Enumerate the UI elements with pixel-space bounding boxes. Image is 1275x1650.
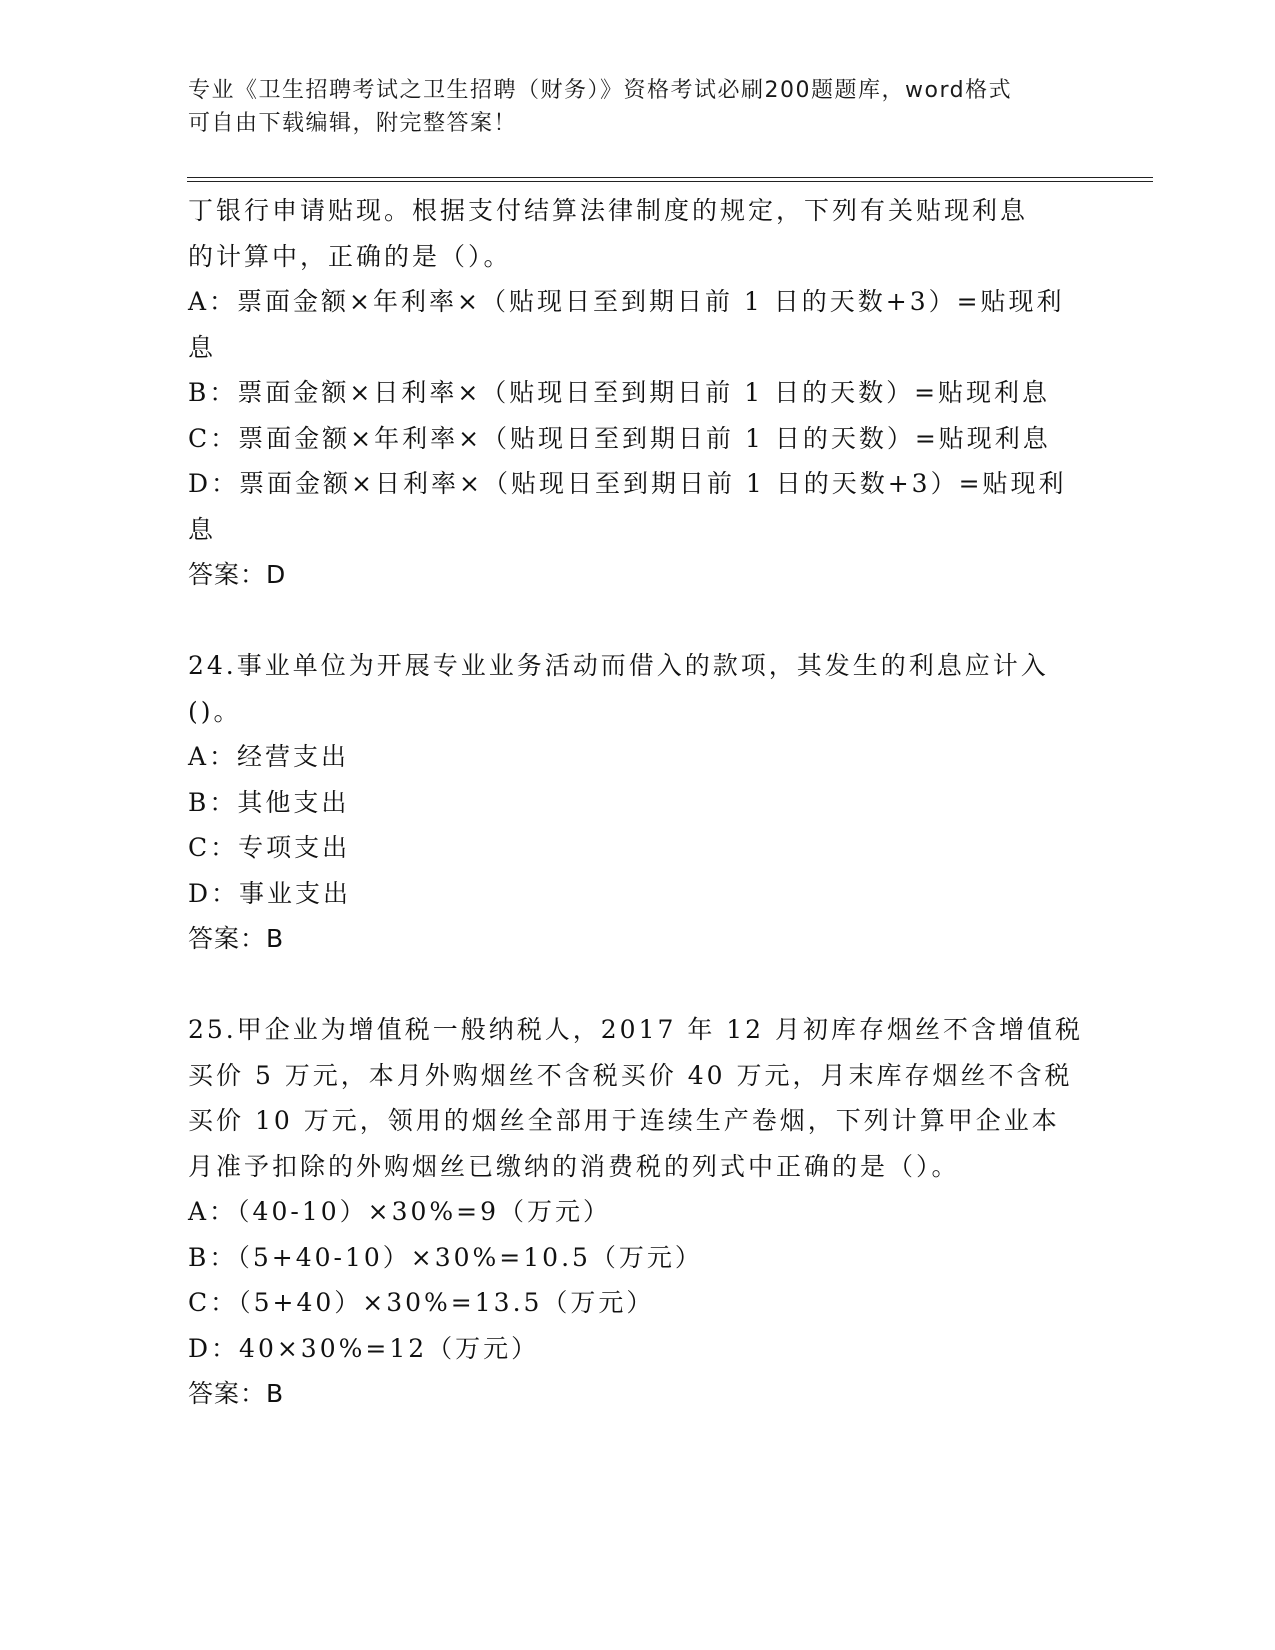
document-body [188,188,1084,1417]
option-a-continued: 息 [188,332,217,362]
option-d: D：事业支出 [188,878,352,908]
option-c: C：（5+40）×30%=13.5（万元） [188,1288,655,1317]
question-24 [188,643,1068,962]
option-c: C：票面金额×年利率×（贴现日至到期日前 1 日的天数）=贴现利息 [188,423,1051,453]
option-d: D：票面金额×日利率×（贴现日至到期日前 1 日的天数+3）=贴现利 [188,469,1067,498]
option-b: B：票面金额×日利率×（贴现日至到期日前 1 日的天数）=贴现利息 [188,378,1051,407]
answer: 答案：B [188,1379,285,1408]
question-stem: 买价 5 万元，本月外购烟丝不含税买价 40 万元，月末库存烟丝不含税 [188,1060,1073,1090]
header-title-line1: 专业《卫生招聘考试之卫生招聘（财务）》资格考试必刷200题题库，word格式 [188,78,1013,103]
option-c: C：专项支出 [188,833,351,862]
question-25 [188,1007,1084,1417]
option-a: A：票面金额×年利率×（贴现日至到期日前 1 日的天数+3）=贴现利 [188,287,1065,316]
question-stem: 丁银行申请贴现。根据支付结算法律制度的规定，下列有关贴现利息 [188,196,1029,225]
option-b: B：（5+40-10）×30%=10.5（万元） [188,1242,703,1272]
option-a: A：经营支出 [188,742,350,771]
option-d-continued: 息 [188,514,217,544]
question-23 [188,188,1068,598]
question-stem: 25.甲企业为增值税一般纳税人，2017 年 12 月初库存烟丝不含增值税 [188,1015,1084,1044]
question-stem: 买价 10 万元，领用的烟丝全部用于连续生产卷烟，下列计算甲企业本 [188,1106,1060,1135]
question-stem: 月准予扣除的外购烟丝已缴纳的消费税的列式中正确的是（）。 [188,1151,960,1181]
option-b: B：其他支出 [188,787,350,817]
answer: 答案：B [188,924,285,953]
answer: 答案：D [188,560,287,589]
question-stem: 的计算中，正确的是（）。 [188,241,512,271]
spacer [188,962,1068,1008]
spacer [188,598,1068,644]
option-a: A：（40-10）×30%=9（万元） [188,1197,611,1226]
option-d: D：40×30%=12（万元） [188,1333,540,1363]
question-stem: ()。 [188,696,242,726]
question-stem: 24.事业单位为开展专业业务活动而借入的款项，其发生的利息应计入 [188,651,1049,680]
header-double-rule [187,177,1153,182]
header-title-line2: 可自由下载编辑，附完整答案！ [188,111,518,136]
document-header [188,74,1088,140]
